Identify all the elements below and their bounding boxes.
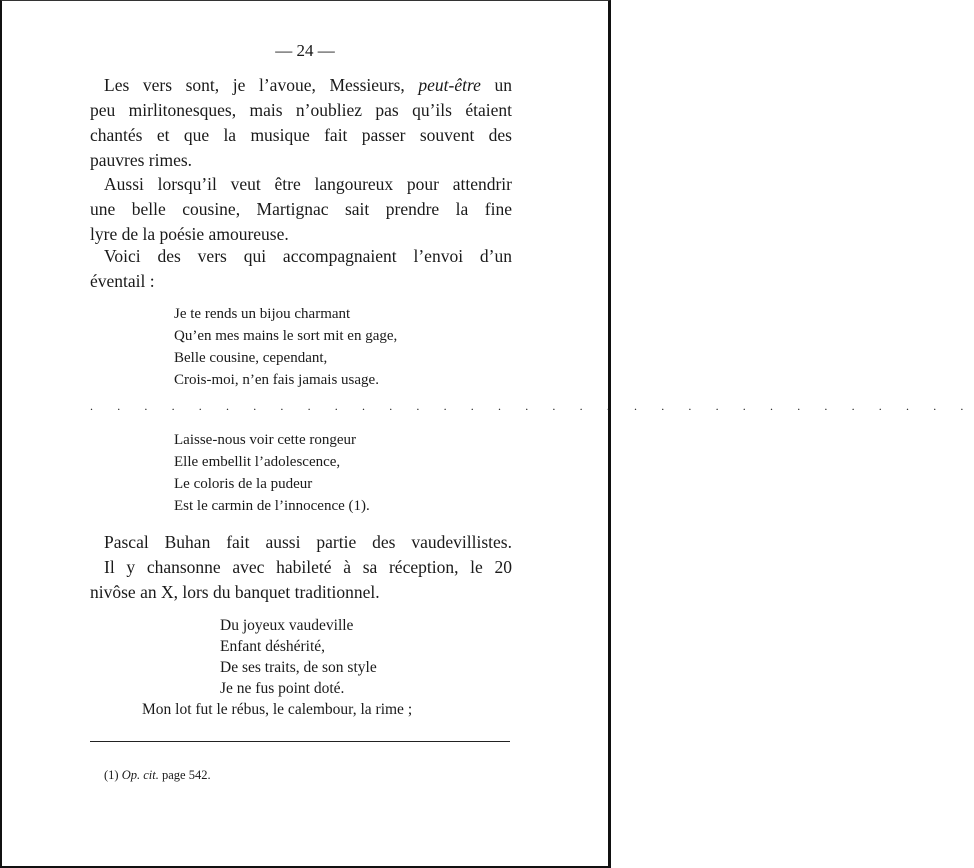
ellipsis-row: . . . . . . . . . . . . . . . . . . . . . . . . . . . . . . . . . xyxy=(90,399,974,413)
footnote xyxy=(104,768,211,783)
poem-2-line: Le coloris de la pudeur xyxy=(174,476,313,492)
poem-3 xyxy=(220,615,377,699)
poem-2-line: Est le carmin de l’innocence (1). xyxy=(174,498,370,514)
poem-3-line: Du joyeux vaudeville xyxy=(220,617,354,634)
page-number: — 24 — xyxy=(275,41,335,60)
paragraph-1 xyxy=(90,73,512,173)
poem-3-line: De ses traits, de son style xyxy=(220,659,377,676)
paragraph-1-line-2: peu mirlitonesques, mais n’oubliez pas qu’ils étaient xyxy=(90,100,512,120)
poem-3-line: Enfant déshérité, xyxy=(220,638,326,655)
poem-1 xyxy=(174,303,397,391)
poem-3-last-line: Mon lot fut le rébus, le calembour, la rime ; xyxy=(142,701,413,718)
paragraph-2-line-1: Aussi lorsqu’il veut être langoureux pour attendrir xyxy=(104,174,512,194)
paragraph-2-line-3: lyre de la poésie amoureuse. xyxy=(90,224,289,244)
paragraph-3-line-2: éventail : xyxy=(90,271,155,291)
poem-2-line: Laisse-nous voir cette rongeur xyxy=(174,432,357,448)
poem-1-line: Crois-moi, n’en fais jamais usage. xyxy=(174,372,379,388)
footnote-page: page 542. xyxy=(161,768,211,782)
footnote-marker: (1) xyxy=(104,768,119,782)
paragraph-3 xyxy=(90,244,512,294)
footnote-rule xyxy=(90,741,510,742)
footnote-reference: Op. cit. xyxy=(121,768,159,782)
paragraph-1-line-4: pauvres rimes. xyxy=(90,150,193,170)
paragraph-5 xyxy=(90,555,512,605)
paragraph-4-line-1: Pascal Buhan fait aussi partie des vaudevillistes. xyxy=(104,532,512,552)
paragraph-2 xyxy=(90,172,512,247)
paragraph-1-line-3: chantés et que la musique fait passer souvent des xyxy=(90,125,512,145)
paragraph-5-line-1: Il y chansonne avec habileté à sa réception, le 20 xyxy=(104,557,512,577)
poem-2 xyxy=(174,429,370,517)
poem-2-line: Elle embellit l’adolescence, xyxy=(174,454,341,470)
italic-peut-etre: peut-être xyxy=(418,75,481,95)
poem-1-line: Qu’en mes mains le sort mit en gage, xyxy=(174,328,398,344)
poem-1-line: Belle cousine, cependant, xyxy=(174,350,328,366)
poem-3-line: Je ne fus point doté. xyxy=(220,680,345,697)
poem-1-line: Je te rends un bijou charmant xyxy=(174,306,351,322)
paragraph-1-line-1: Les vers sont, je l’avoue, Messieurs, peut-être un xyxy=(104,75,513,95)
paragraph-4 xyxy=(90,530,512,555)
paragraph-2-line-2: une belle cousine, Martignac sait prendre la fine xyxy=(90,199,512,219)
paragraph-5-line-2: nivôse an X, lors du banquet traditionnel. xyxy=(90,582,380,602)
paragraph-3-line-1: Voici des vers qui accompagnaient l’envoi d’un xyxy=(104,246,512,266)
